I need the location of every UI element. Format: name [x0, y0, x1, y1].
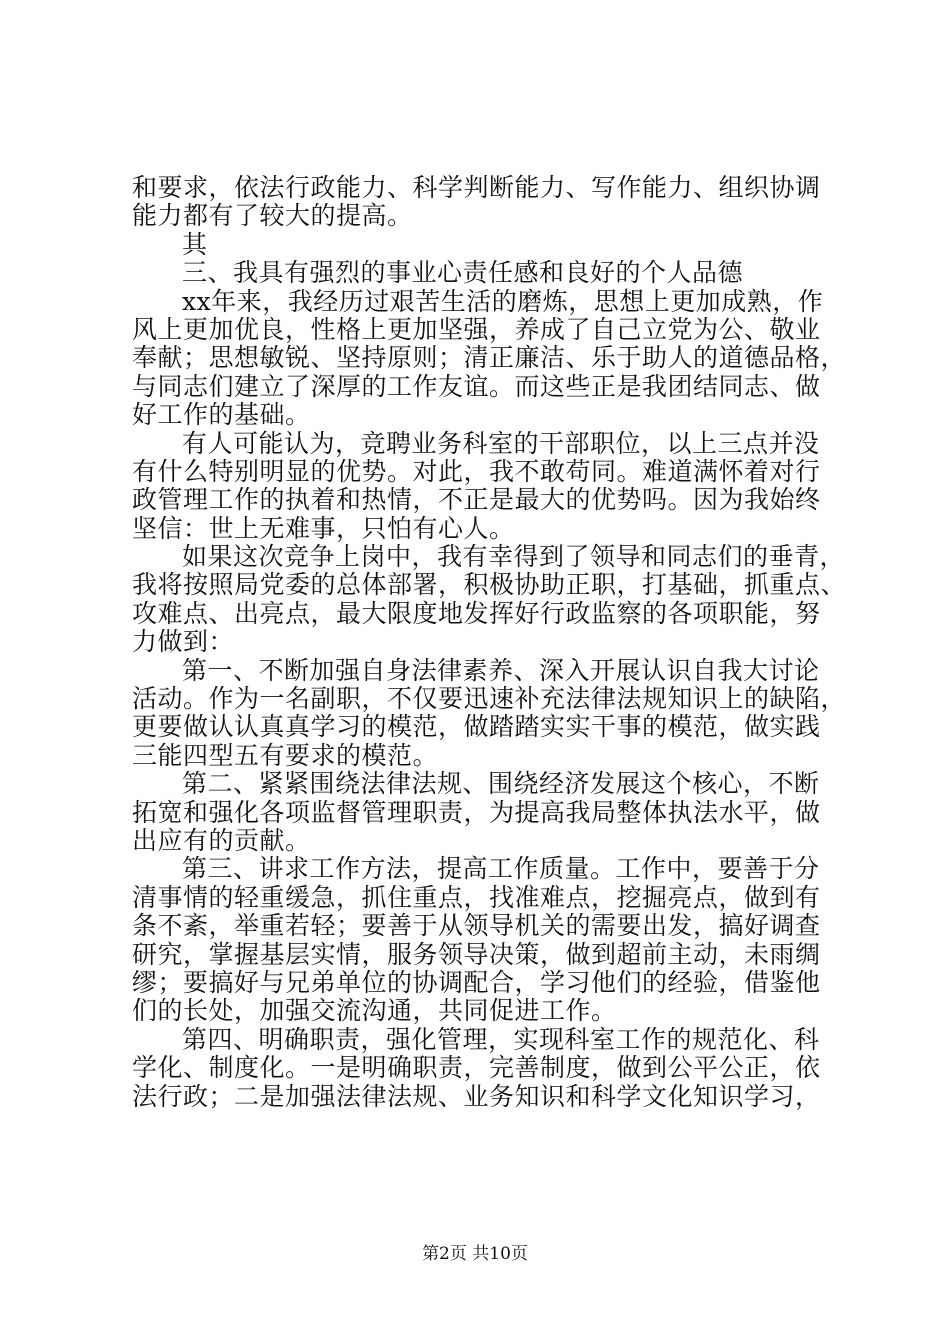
- text-line: 缪；要搞好与兄弟单位的协调配合，学习他们的经验，借鉴他: [132, 967, 821, 997]
- text-line: 与同志们建立了深厚的工作友谊。而这些正是我团结同志、做: [132, 371, 821, 401]
- document-body: [132, 173, 847, 1111]
- text-line: 如果这次竞争上岗中，我有幸得到了领导和同志们的垂青，: [182, 542, 846, 572]
- text-line: 风上更加优良，性格上更加坚强，养成了自己立党为公、敬业: [132, 314, 821, 344]
- text-line: 出应有的贡献。: [132, 825, 311, 855]
- text-line: 力做到：: [132, 627, 235, 657]
- text-line: 能力都有了较大的提高。: [132, 201, 413, 231]
- text-line: 拓宽和强化各项监督管理职责，为提高我局整体执法水平，做: [132, 797, 821, 827]
- page-footer: [0, 1243, 950, 1265]
- text-line: 第三、讲求工作方法，提高工作质量。工作中，要善于分: [182, 854, 820, 884]
- text-line: 其: [182, 229, 208, 259]
- text-line: 条不紊，举重若轻；要善于从领导机关的需要出发，搞好调查: [132, 911, 821, 941]
- text-line: 三能四型五有要求的模范。: [132, 740, 439, 770]
- text-line: 学化、制度化。一是明确职责，完善制度，做到公平公正，依: [132, 1053, 821, 1083]
- text-line: 们的长处，加强交流沟通，共同促进工作。: [132, 996, 617, 1026]
- text-line: 有什么特别明显的优势。对此，我不敢苟同。难道满怀着对行: [132, 456, 821, 486]
- text-line: 好工作的基础。: [132, 400, 311, 430]
- section-heading: 三、我具有强烈的事业心责任感和良好的个人品德: [182, 258, 744, 288]
- text-line: 第四、明确职责，强化管理，实现科室工作的规范化、科: [182, 1024, 820, 1054]
- text-line: 更要做认认真真学习的模范，做踏踏实实干事的模范，做实践: [132, 712, 821, 742]
- text-line: 坚信：世上无难事，只怕有心人。: [132, 513, 515, 543]
- text-line: 攻难点、出亮点，最大限度地发挥好行政监察的各项职能，努: [132, 598, 821, 628]
- text-line: 清事情的轻重缓急，抓住重点，找准难点，挖掘亮点，做到有: [132, 882, 821, 912]
- text-line: 第一、不断加强自身法律素养、深入开展认识自我大讨论: [182, 655, 820, 685]
- text-line: 我将按照局党委的总体部署，积极协助正职，打基础，抓重点、: [132, 570, 847, 600]
- text-line: 奉献；思想敏锐、坚持原则；清正廉洁、乐于助人的道德品格，: [132, 343, 847, 373]
- text-line: 活动。作为一名副职，不仅要迅速补充法律法规知识上的缺陷，: [132, 684, 847, 714]
- text-line: 研究，掌握基层实情，服务领导决策，做到超前主动，未雨绸: [132, 939, 821, 969]
- text-line: xx年来，我经历过艰苦生活的磨炼，思想上更加成熟，作: [182, 286, 824, 316]
- text-line: 第二、紧紧围绕法律法规、围绕经济发展这个核心，不断: [182, 769, 820, 799]
- text-line: 和要求，依法行政能力、科学判断能力、写作能力、组织协调: [132, 173, 821, 202]
- text-line: 有人可能认为，竞聘业务科室的干部职位，以上三点并没: [182, 428, 820, 458]
- text-line: 法行政；二是加强法律法规、业务知识和科学文化知识学习，: [132, 1081, 821, 1111]
- page-number-label: 第2页 共10页: [422, 1244, 528, 1264]
- text-line: 政管理工作的执着和热情，不正是最大的优势吗。因为我始终: [132, 485, 821, 515]
